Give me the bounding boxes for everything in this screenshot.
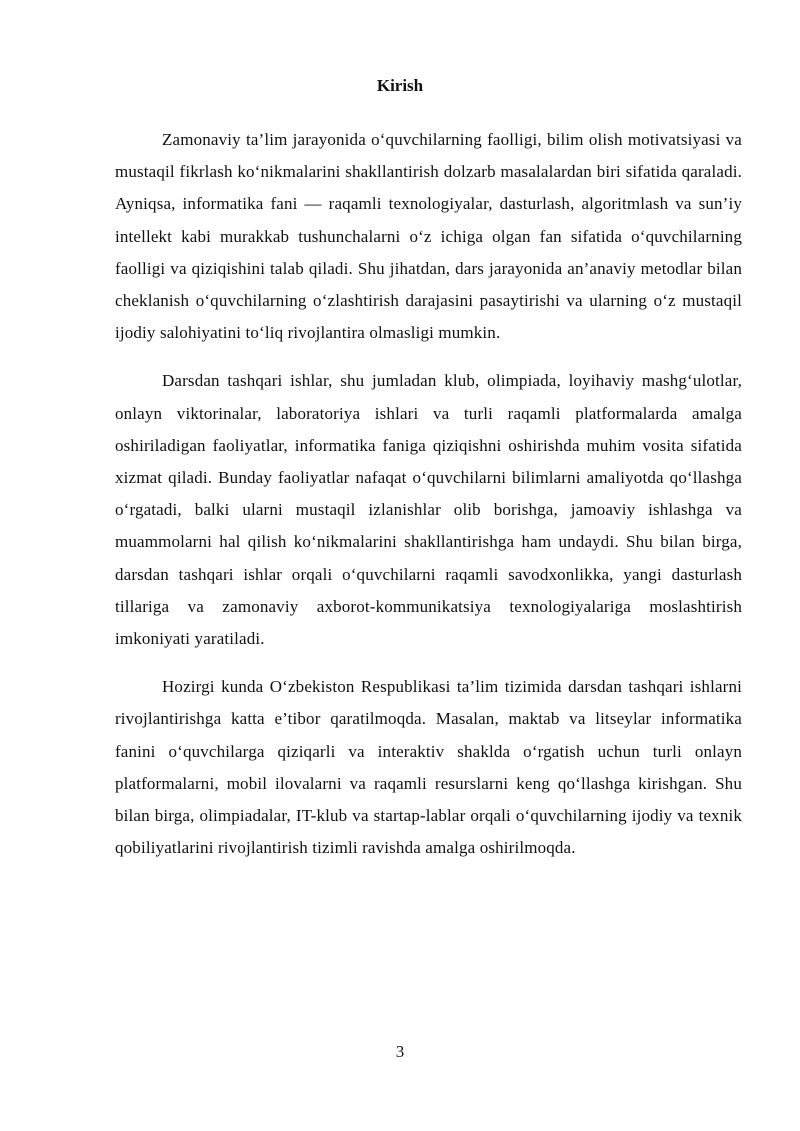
paragraph-2: Darsdan tashqari ishlar, shu jumladan klub, olimpiada, loyihaviy mashg‘ulotlar, onlayn viktorinalar, laboratoriya ishlari va turli raqamli platformalarda amalga oshiriladigan faoliyatlar, informatika faniga qiziqishni oshirishda muhim vosita sifatida xizmat qiladi. Bunday faoliyatlar nafaqat o‘quvchilarni bilimlarni amaliyotda qo‘llashga o‘rgatadi, balki ularni mustaqil izlanishlar olib borishga, jamoaviy ishlashga va muammolarni hal qilish ko‘nikmalarini shakllantirishga ham undaydi. Shu bilan birga, darsdan tashqari ishlar orqali o‘quvchilarni raqamli savodxonlikka, yangi dasturlash tillariga va zamonaviy axborot-kommunikatsiya texnologiyalariga moslashtirish imkoniyati yaratiladi. xyxy=(115,371,742,649)
section-title: Kirish xyxy=(376,76,424,95)
paragraph-1: Zamonaviy ta’lim jarayonida o‘quvchilarning faolligi, bilim olish motivatsiyasi va mustaqil fikrlash ko‘nikmalarini shakllantirish dolzarb masalalardan biri sifatida qaraladi. Ayniqsa, informatika fani — raqamli texnologiyalar, dasturlash, algoritmlash va sun’iy intellekt kabi murakkab tushunchalarni o‘z ichiga olgan fan sifatida o‘quvchilarning faolligi va qiziqishini talab qiladi. Shu jihatdan, dars jarayonida an’anaviy metodlar bilan cheklanish o‘quvchilarning o‘zlashtirish darajasini pasaytirishi va ularning o‘z mustaqil ijodiy salohiyatini to‘liq rivojlantira olmasligi mumkin. xyxy=(115,130,742,343)
page-number: 3 xyxy=(395,1042,405,1061)
body-text xyxy=(115,124,742,864)
paragraph-3: Hozirgi kunda O‘zbekiston Respublikasi ta’lim tizimida darsdan tashqari ishlarni rivojlantirishga katta e’tibor qaratilmoqda. Masalan, maktab va litseylar informatika fanini o‘quvchilarga qiziqarli va interaktiv shaklda o‘rgatish uchun turli onlayn platformalarni, mobil ilovalarni va raqamli resurslarni keng qo‘llashga kirishgan. Shu bilan birga, olimpiadalar, IT-klub va startap-lablar orqali o‘quvchilarning ijodiy va texnik qobiliyatlarini rivojlantirish tizimli ravishda amalga oshirilmoqda. xyxy=(115,677,742,858)
